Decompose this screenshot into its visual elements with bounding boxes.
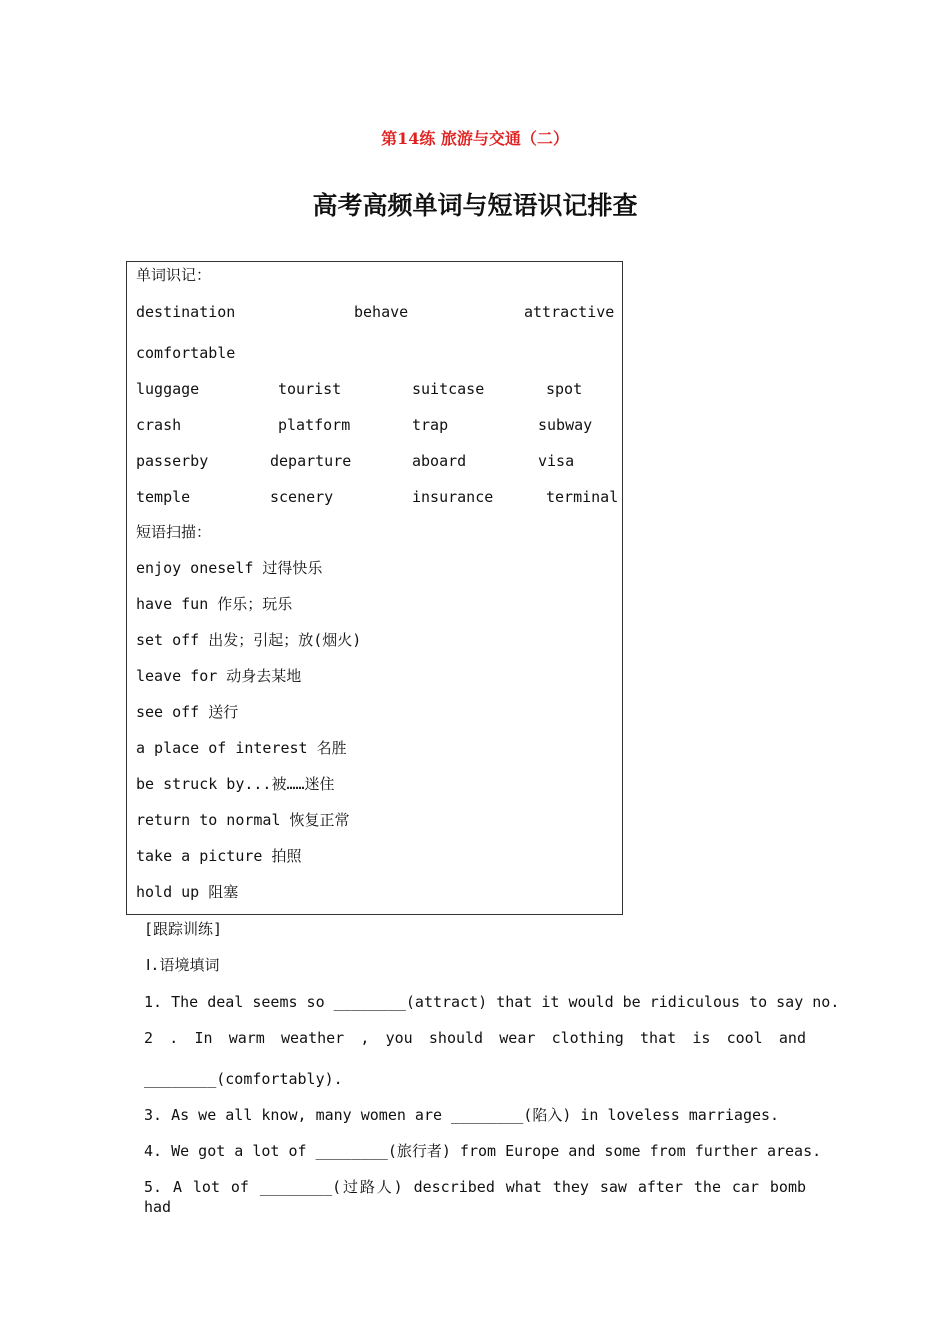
phrase-item: take a picture 拍照: [136, 847, 302, 865]
phrase-item: see off 送行: [136, 703, 239, 721]
word-item: luggage: [136, 380, 200, 398]
word-item: spot: [546, 380, 583, 398]
page-title: 高考高频单词与短语识记排查: [312, 191, 638, 220]
word-item: platform: [278, 416, 351, 434]
phrase-item: enjoy oneself 过得快乐: [136, 559, 323, 577]
word-item: behave: [354, 303, 409, 321]
word-item: scenery: [270, 488, 334, 506]
word-item: destination: [136, 303, 236, 321]
word-item: tourist: [278, 380, 342, 398]
word-item: subway: [538, 416, 593, 434]
phrase-item: a place of interest 名胜: [136, 739, 347, 757]
question-5: 5. A lot of ________(过路人) described what they saw after the car bomb had: [144, 1178, 806, 1216]
phrase-item: leave for 动身去某地: [136, 667, 302, 685]
word-item: attractive: [524, 303, 615, 321]
phrase-item: have fun 作乐；玩乐: [136, 595, 293, 613]
question-2-line-1: 2 . In warm weather , you should wear clothing that is cool and: [144, 1029, 806, 1047]
question-4: 4. We got a lot of ________(旅行者) from Europe and some from further areas.: [144, 1142, 822, 1160]
word-item: suitcase: [412, 380, 485, 398]
phrase-item: return to normal 恢复正常: [136, 811, 350, 829]
lesson-title: 第14练 旅游与交通（二）: [381, 129, 569, 148]
question-2-line-2: ________(comfortably).: [144, 1070, 343, 1088]
word-item: trap: [412, 416, 449, 434]
phrase-item: hold up 阻塞: [136, 883, 239, 901]
training-heading: [跟踪训练]: [144, 920, 223, 938]
word-item: passerby: [136, 452, 209, 470]
phrase-item: be struck by...被……迷住: [136, 775, 335, 793]
words-heading: 单词识记：: [136, 266, 212, 284]
question-1: 1. The deal seems so ________(attract) that it would be ridiculous to say no.: [144, 993, 840, 1011]
word-item: crash: [136, 416, 182, 434]
word-item: temple: [136, 488, 191, 506]
word-item: departure: [270, 452, 352, 470]
section-heading: Ⅰ.语境填词: [146, 956, 220, 974]
question-3: 3. As we all know, many women are ________(陷入) in loveless marriages.: [144, 1106, 780, 1124]
word-item: visa: [538, 452, 575, 470]
phrase-item: set off 出发；引起；放(烟火): [136, 631, 362, 649]
word-item: insurance: [412, 488, 494, 506]
word-item: aboard: [412, 452, 467, 470]
word-item: comfortable: [136, 344, 236, 362]
phrases-heading: 短语扫描：: [136, 523, 212, 541]
word-item: terminal: [546, 488, 619, 506]
